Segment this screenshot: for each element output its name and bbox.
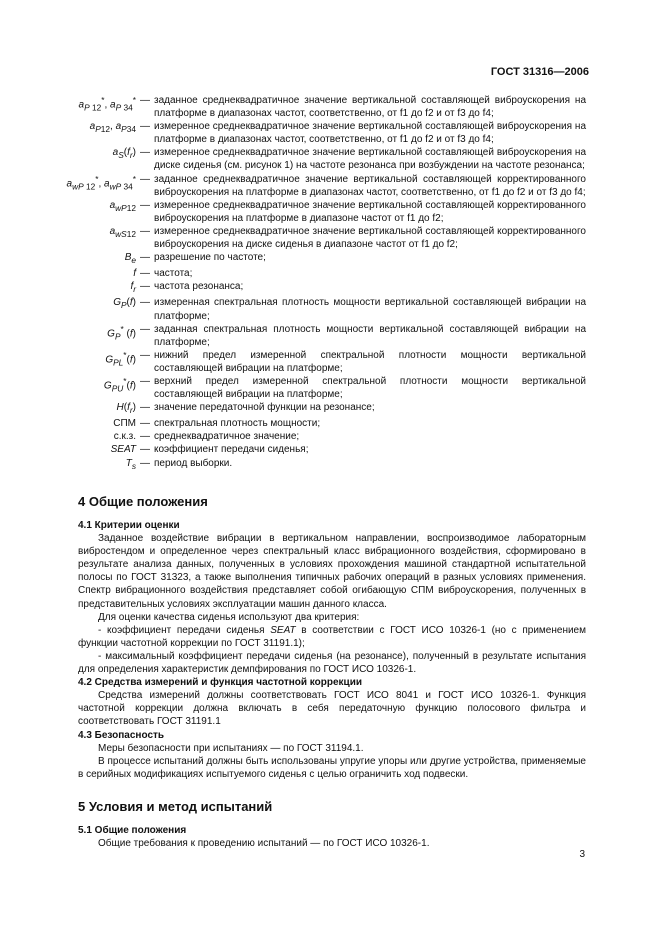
definition-symbol: $G_{PU}^*(f)$ <box>103 375 136 394</box>
definition-text: заданная спектральная плотность мощности вертикальной составляющей вибрации на платформе; <box>154 323 586 348</box>
definition-symbol: $B_e$ <box>124 252 136 266</box>
definition-symbol: $G_P(f)$ <box>113 297 136 311</box>
definition-symbol: $a_{wP12}$ <box>109 199 136 213</box>
definition-text: заданное среднеквадратичное значение вертикальной составляющей виброускорения на платформе в диапазонах частот, соответственно, от f1 до f2 и от f3 до f4; <box>154 95 586 120</box>
definition-row: $G_P(f)$ — измеренная спектральная плотность мощности вертикальной составляющей вибрации на платформе; <box>54 296 586 322</box>
definition-symbol: $a_{P 12}^*$, $a_{P 34}^*$ <box>78 95 136 113</box>
definition-row: f — частота; <box>54 267 586 280</box>
definition-symbol: $T_s$ <box>125 457 136 471</box>
definition-text: измеренное среднеквадратичное значение вертикальной составляющей корректированного виброускорения на диске сиденья в диапазоне частот от f1 до f2; <box>154 225 586 251</box>
definition-symbol: $f_r$ <box>130 281 136 295</box>
subsection-5-1-heading: 5.1 Общие положения <box>78 824 187 836</box>
subsection-4-3-heading: 4.3 Безопасность <box>78 729 165 741</box>
definition-row: $a_{wP 12}^*$, $a_{wP 34}^*$ — заданное среднеквадратичное значение вертикальной составляющей корректированного виброускорения на платформе в диапазонах частот, соответственно, от f1 до f2 и от f3 до f4; <box>54 173 586 199</box>
definitions-list <box>54 94 586 473</box>
definition-text: частота резонанса; <box>154 281 244 293</box>
list-item: - максимальный коэффициент передачи сиденья (на резонансе), полученный в результате испытания для определения характеристик демпфирования по ГОСТ ИСО 10326-1. <box>78 650 586 676</box>
standard-code-header: ГОСТ 31316—2006 <box>490 66 589 78</box>
definition-text: коэффициент передачи сиденья; <box>154 444 309 456</box>
definition-text: заданное среднеквадратичное значение вертикальной составляющей корректированного виброускорения на платформе в диапазонах частот, соответственно, от f1 до f2 и от f3 до f4; <box>154 173 586 198</box>
definition-row: $a_{P 12}^*$, $a_{P 34}^*$ — заданное среднеквадратичное значение вертикальной составляющей виброускорения на платформе в диапазонах частот, соответственно, от f1 до f2 и от f3 до f4; <box>54 94 586 120</box>
definition-symbol: f <box>133 268 136 280</box>
definition-text: разрешение по частоте; <box>154 252 266 264</box>
subsection-4-2-heading: 4.2 Средства измерений и функция частотной коррекции <box>78 677 363 689</box>
paragraph: Для оценки качества сиденья используют два критерия: <box>98 611 360 623</box>
definition-text: измеренное среднеквадратичное значение вертикальной составляющей корректированного виброускорения на платформе в диапазоне частот от f1 до f2; <box>154 199 586 224</box>
definition-row: $G_{PU}^*(f)$ — верхний предел измеренной спектральной плотности мощности вертикальной составляющей вибрации на платформе; <box>54 375 586 401</box>
definition-row: $G_{PL}^*(f)$ — нижний предел измеренной спектральной плотности мощности вертикальной составляющей вибрации на платформе; <box>54 349 586 375</box>
page-number: 3 <box>579 849 585 860</box>
list-item: - коэффициент передачи сиденья SEAT в соответствии с ГОСТ ИСО 10326-1 (но с применением функции частотной коррекции по ГОСТ 31191.1); <box>78 624 586 649</box>
definition-row: $T_s$ — период выборки. <box>54 457 586 473</box>
definition-row: $B_e$ — разрешение по частоте; <box>54 251 586 267</box>
definition-row: $a_{P12}$, $a_{P34}$ — измеренное среднеквадратичное значение вертикальной составляющей виброускорения на платформе в диапазонах частот, соответственно, от f1 до f2 и от f3 до f4; <box>54 120 586 146</box>
main-text <box>78 494 586 850</box>
definition-row: $f_r$ — частота резонанса; <box>54 280 586 296</box>
paragraph: Меры безопасности при испытаниях — по ГОСТ 31194.1. <box>98 742 364 754</box>
definition-row: $a_{wP12}$ — измеренное среднеквадратичное значение вертикальной составляющей корректированного виброускорения на платформе в диапазоне частот от f1 до f2; <box>54 199 586 225</box>
definition-symbol: $G_{PL}^*(f)$ <box>105 349 136 368</box>
section-4-heading: 4 Общие положения <box>78 494 208 509</box>
definition-symbol: $G_P^*$ (f) <box>107 323 136 341</box>
paragraph: Заданное воздействие вибрации в вертикальном направлении, воспроизводимое лабораторным вибростендом и определенное через спектральный класс вибрационного воздействия, сформировано в результате анализа данных, полученных в условиях прохождения машиной стандартной испытательной полосы по ГОСТ 31323, а также выполнения типичных рабочих операций в разных условиях применения. Спектр вибрационного воздействия представляет собой огибающую СПМ виброускорения, полученных в представительных условиях эксплуатации машин данного класса. <box>78 533 586 610</box>
definition-symbol: $a_S(f_r)$ <box>112 147 136 161</box>
definition-text: измеренное среднеквадратичное значение вертикальной составляющей виброускорения на платформе в диапазонах частот, соответственно, от f1 до f2 и от f3 до f4; <box>154 121 586 146</box>
definition-symbol: с.к.з. <box>113 431 136 443</box>
definition-row: $a_S(f_r)$ — измеренное среднеквадратичное значение вертикальной составляющей виброускорения на диске сиденья (см. рисунок 1) на частоте резонанса при возбуждении на частоте резонанса; <box>54 146 586 172</box>
definition-symbol: $a_{P12}$, $a_{P34}$ <box>89 121 136 135</box>
definition-text: измеренное среднеквадратичное значение вертикальной составляющей виброускорения на диске сиденья (см. рисунок 1) на частоте резонанса при возбуждении на частоте резонанса; <box>154 147 586 172</box>
definition-row: $a_{wS12}$ — измеренное среднеквадратичное значение вертикальной составляющей корректированного виброускорения на диске сиденья в диапазоне частот от f1 до f2; <box>54 225 586 251</box>
definition-text: значение передаточной функции на резонансе; <box>154 402 375 414</box>
subsection-4-1-heading: 4.1 Критерии оценки <box>78 520 180 531</box>
definition-text: измеренная спектральная плотность мощности вертикальной составляющей вибрации на платформе; <box>154 297 586 322</box>
paragraph: Средства измерений должны соответствовать ГОСТ ИСО 8041 и ГОСТ ИСО 10326-1. Функция частотной коррекции должна включать в себя передаточную функцию полосового фильтра и соответствовать ГОСТ 31191.1 <box>78 690 586 728</box>
definition-row: $H(f_r)$ — значение передаточной функции на резонансе; <box>54 401 586 417</box>
definition-text: частота; <box>154 268 193 280</box>
definition-symbol: СПМ <box>113 418 136 430</box>
paragraph: Общие требования к проведению испытаний — по ГОСТ ИСО 10326-1. <box>98 837 430 849</box>
definition-symbol: $H(f_r)$ <box>116 402 136 416</box>
definition-symbol: SEAT <box>110 444 136 456</box>
definition-text: период выборки. <box>154 457 233 469</box>
definition-text: нижний предел измеренной спектральной плотности мощности вертикальной составляющей вибрации на платформе; <box>154 349 586 374</box>
definition-row: СПМ — спектральная плотность мощности; <box>54 417 586 430</box>
definition-symbol: $a_{wS12}$ <box>109 225 136 239</box>
section-5-heading: 5 Условия и метод испытаний <box>78 798 273 814</box>
paragraph: В процессе испытаний должны быть использованы упругие упоры или другие устройства, применяемые в серийных модификациях испытуемого сиденья с целью ограничить ход подвески. <box>78 755 586 780</box>
definition-row: с.к.з. — среднеквадратичное значение; <box>54 430 586 443</box>
definition-text: верхний предел измеренной спектральной плотности мощности вертикальной составляющей вибрации на платформе; <box>154 375 586 401</box>
definition-row: $G_P^*$ (f) — заданная спектральная плотность мощности вертикальной составляющей вибрации на платформе; <box>54 323 586 349</box>
definition-symbol: $a_{wP 12}^*$, $a_{wP 34}^*$ <box>66 173 136 191</box>
definition-text: среднеквадратичное значение; <box>154 431 300 443</box>
definition-row: SEAT — коэффициент передачи сиденья; <box>54 443 586 456</box>
definition-text: спектральная плотность мощности; <box>154 418 321 430</box>
